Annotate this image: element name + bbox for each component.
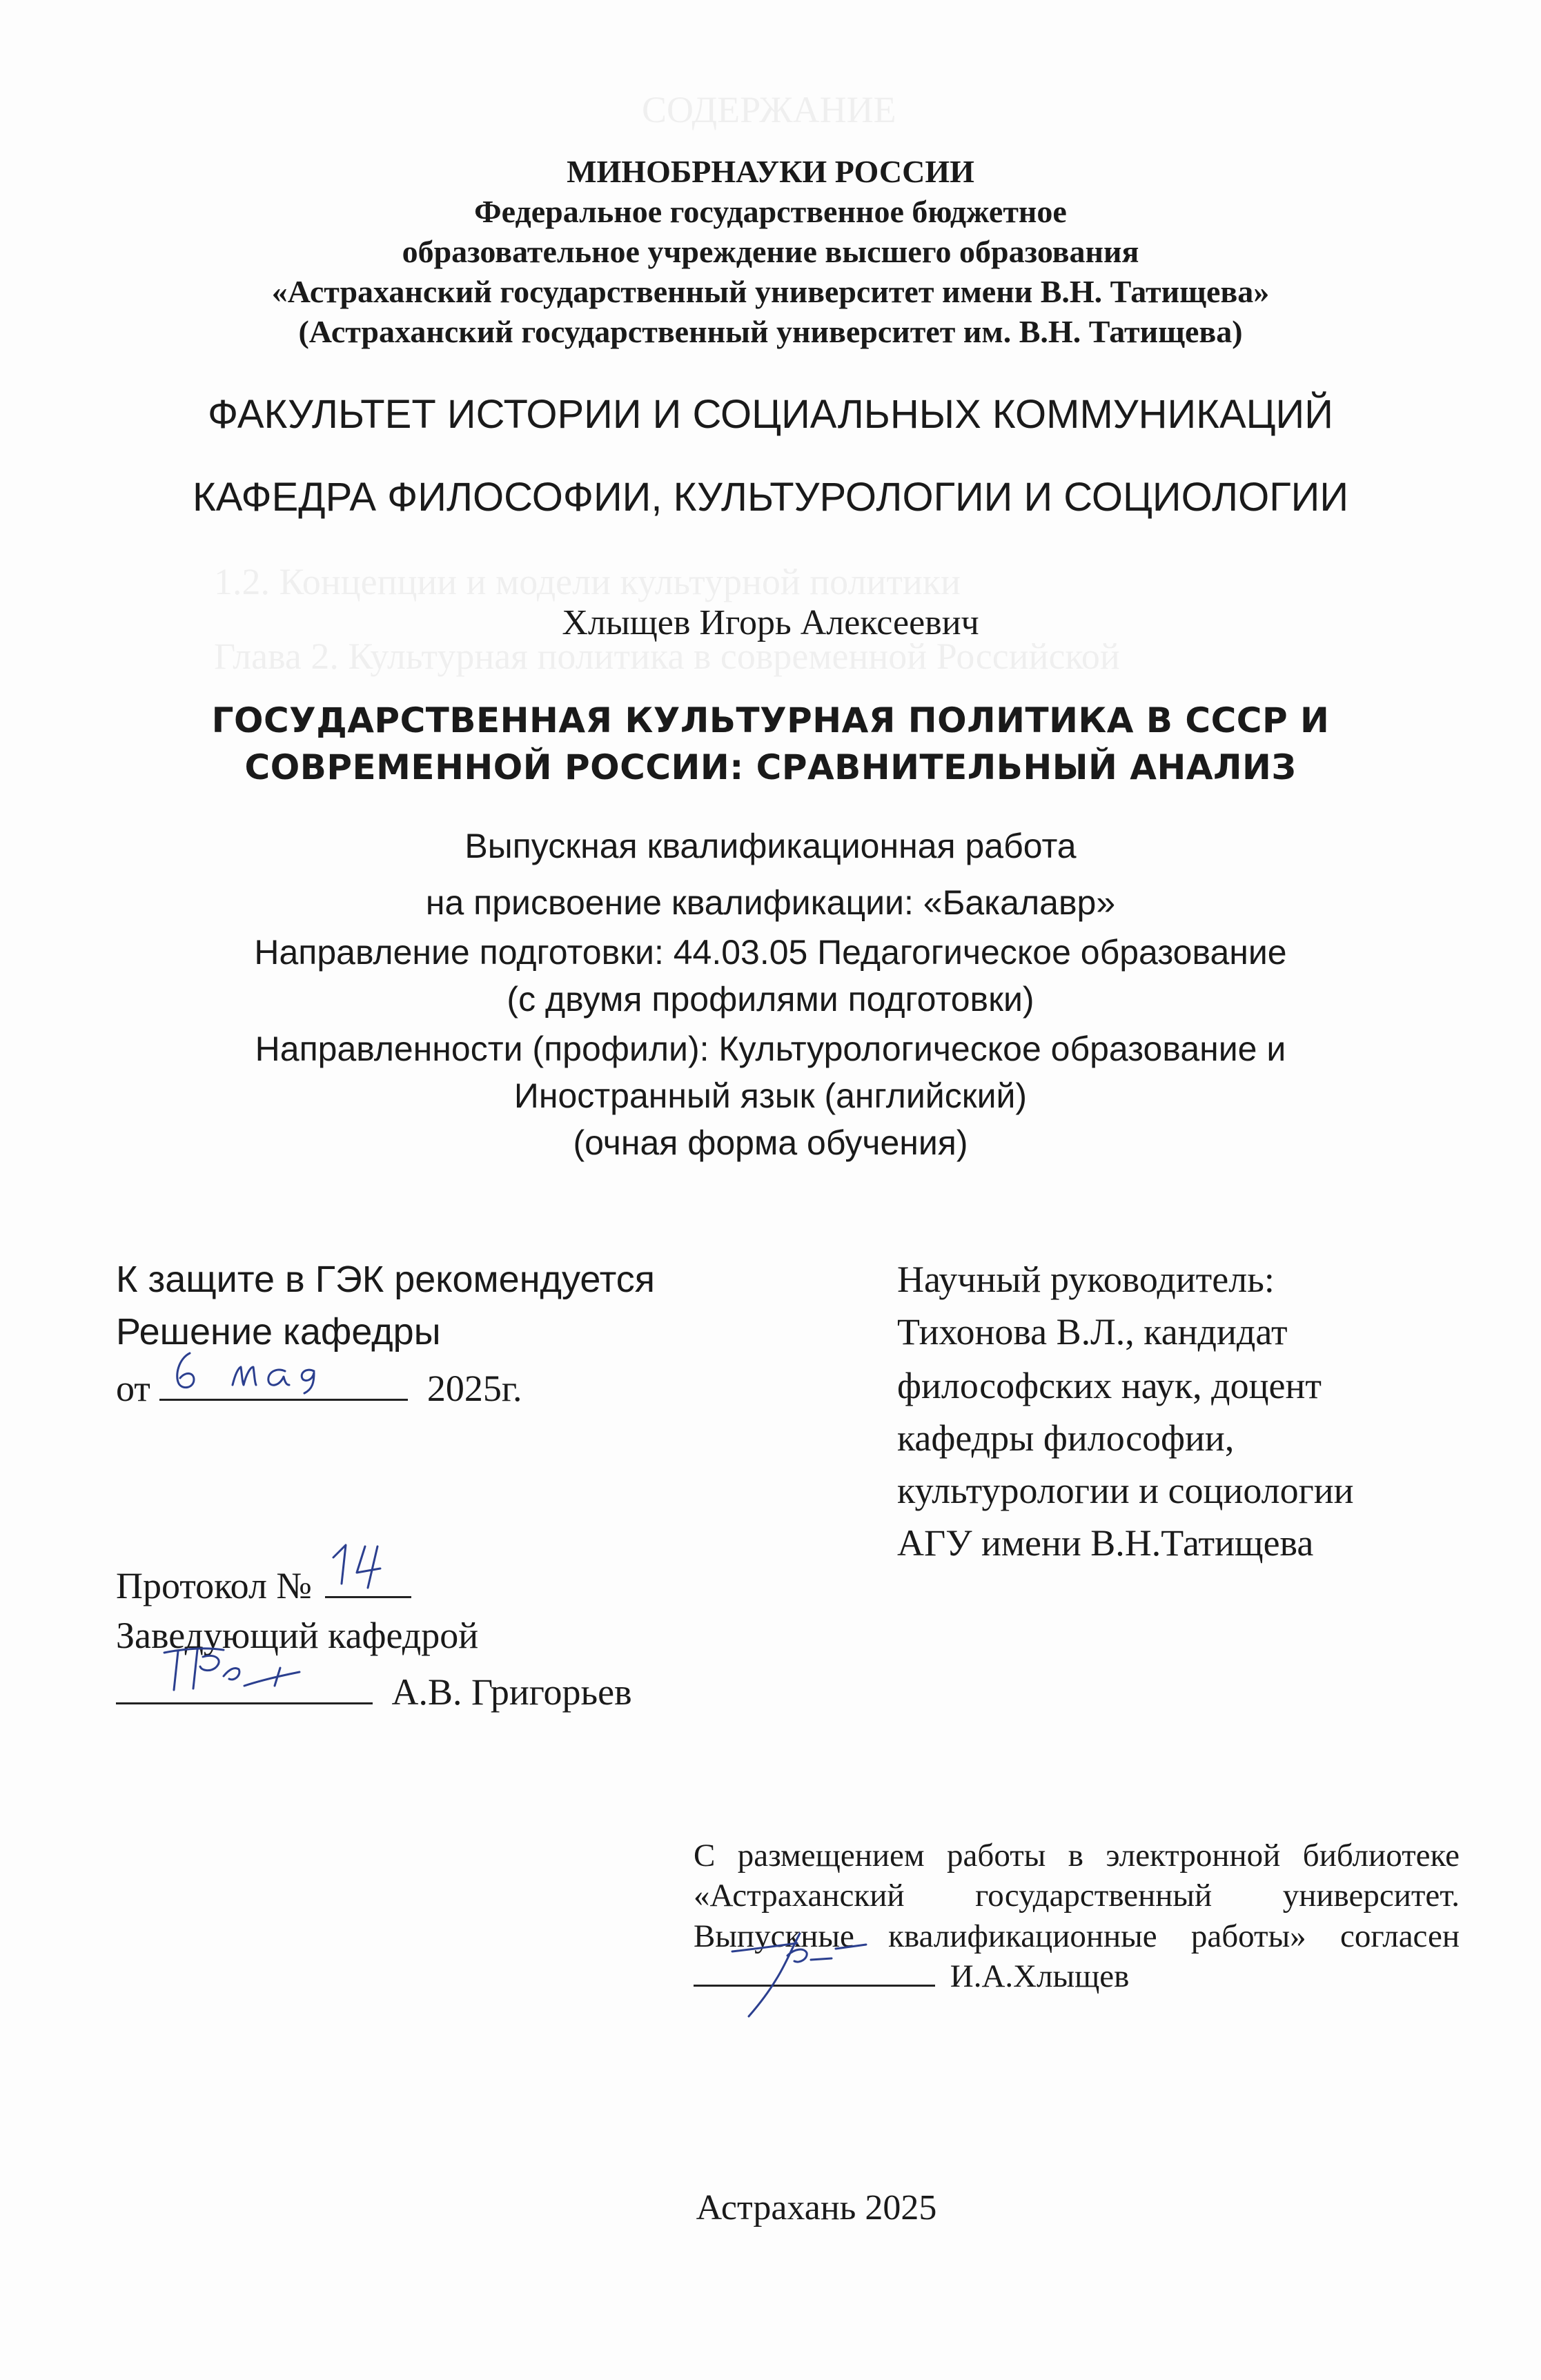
- bleed-through-heading: СОДЕРЖАНИЕ: [642, 89, 896, 130]
- decision-year: 2025г.: [426, 1368, 522, 1409]
- head-signature-field: [116, 1671, 373, 1704]
- handwritten-date: [166, 1344, 373, 1399]
- qualification: на присвоение квалификации: «Бакалавр»: [425, 883, 1116, 922]
- date-prefix: от: [116, 1368, 150, 1409]
- decision-date-field: [159, 1367, 408, 1401]
- study-direction-note: (с двумя профилями подготовки): [507, 980, 1034, 1019]
- consent-signature-line: [694, 1956, 1460, 1996]
- author-name: Хлыщев Игорь Алексеевич: [562, 603, 979, 642]
- library-consent: [694, 1836, 1460, 1996]
- supervisor-line-3: кафедры философии,: [897, 1417, 1235, 1459]
- consent-line-3: Выпускные квалификационные работы» согласен: [694, 1918, 1460, 1954]
- handwritten-protocol-number: [328, 1537, 397, 1592]
- head-signature: [157, 1638, 309, 1700]
- city-year: Астрахань 2025: [696, 2188, 937, 2227]
- study-form: (очная форма обучения): [573, 1123, 968, 1162]
- defense-recommendation: К защите в ГЭК рекомендуется: [116, 1259, 656, 1300]
- supervisor-label: Научный руководитель:: [897, 1259, 1275, 1300]
- decision-date-line: [116, 1367, 522, 1407]
- department-decision: Решение кафедры: [116, 1311, 441, 1353]
- work-type: Выпускная квалификационная работа: [464, 827, 1077, 865]
- consent-line-2: «Астраханский государственный университет.: [694, 1878, 1460, 1914]
- thesis-title-line-1: ГОСУДАРСТВЕННАЯ КУЛЬТУРНАЯ ПОЛИТИКА В СССР И: [211, 700, 1330, 740]
- supervisor-line-2: философских наук, доцент: [897, 1365, 1322, 1406]
- bleed-through-line: 1.2. Концепции и модели культурной политики: [214, 561, 961, 602]
- head-signature-line: [116, 1671, 632, 1711]
- head-name: А.В. Григорьев: [391, 1671, 632, 1713]
- protocol-label: Протокол №: [116, 1565, 312, 1606]
- protocol-number-field: [325, 1564, 411, 1598]
- head-of-department-label: Заведующий кафедрой: [116, 1615, 479, 1656]
- department-name: КАФЕДРА ФИЛОСОФИИ, КУЛЬТУРОЛОГИИ И СОЦИОЛОГИИ: [192, 475, 1349, 520]
- consent-line-1: С размещением работы в электронной библиотеке: [694, 1838, 1460, 1873]
- consent-signer: И.А.Хлыщев: [950, 1958, 1130, 1994]
- supervisor-line-1: Тихонова В.Л., кандидат: [897, 1311, 1288, 1353]
- institution-line-1: Федеральное государственное бюджетное: [474, 194, 1067, 229]
- consent-signature-field: [694, 1957, 935, 1987]
- supervisor-line-4: культурологии и социологии: [897, 1470, 1354, 1511]
- faculty-name: ФАКУЛЬТЕТ ИСТОРИИ И СОЦИАЛЬНЫХ КОММУНИКАЦИЙ: [208, 392, 1333, 437]
- study-profiles-2: Иностранный язык (английский): [513, 1076, 1028, 1115]
- supervisor-line-5: АГУ имени В.Н.Татищева: [897, 1522, 1314, 1564]
- bleed-through-line: Глава 2. Культурная политика в современной Российской: [214, 636, 1120, 677]
- author-signature: [728, 1928, 887, 2032]
- institution-line-3: «Астраханский государственный университет имени В.Н. Татищева»: [271, 274, 1270, 309]
- institution-line-4: (Астраханский государственный университет им. В.Н. Татищева): [298, 314, 1243, 349]
- institution-line-2: образовательное учреждение высшего образования: [402, 234, 1139, 269]
- thesis-title-line-2: СОВРЕМЕННОЙ РОССИИ: СРАВНИТЕЛЬНЫЙ АНАЛИЗ: [244, 747, 1297, 787]
- ministry-name: МИНОБРНАУКИ РОССИИ: [567, 154, 974, 189]
- study-profiles-1: Направленности (профили): Культурологическое образование и: [255, 1030, 1286, 1068]
- protocol-line: [116, 1564, 411, 1604]
- study-direction: Направление подготовки: 44.03.05 Педагогическое образование: [254, 933, 1287, 972]
